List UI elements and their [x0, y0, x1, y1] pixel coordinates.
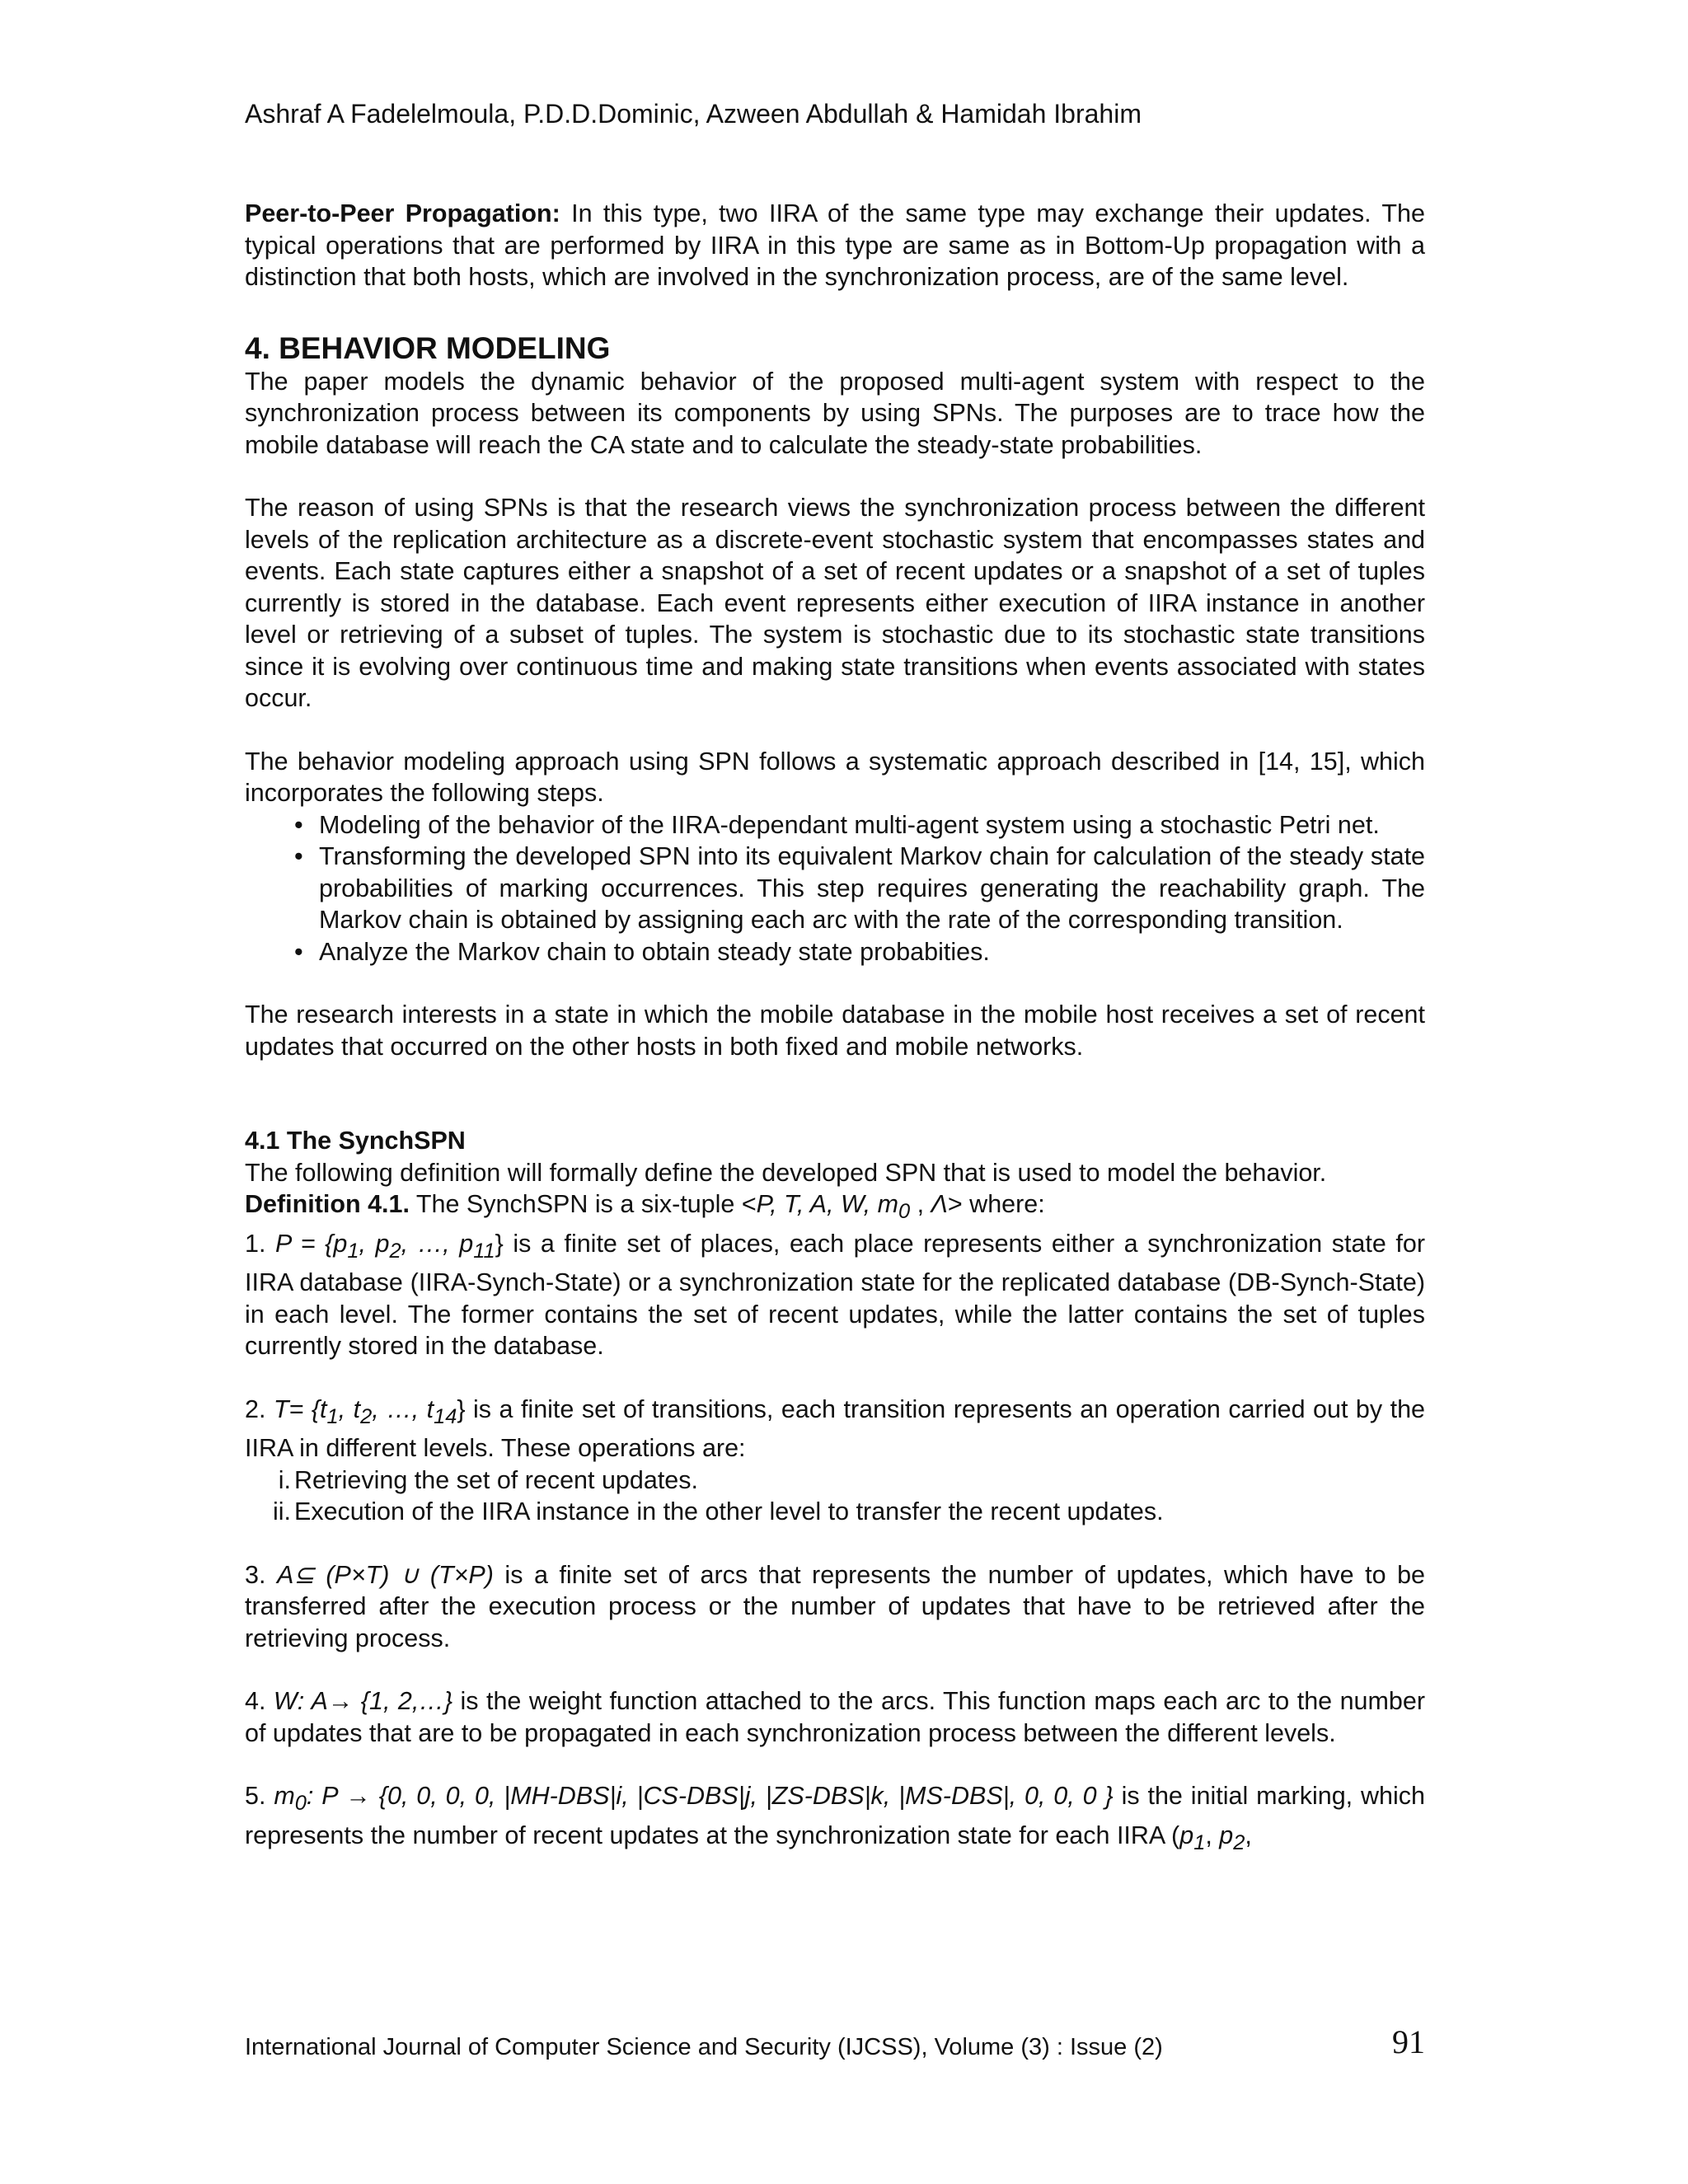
item-number: 3.	[245, 1560, 277, 1589]
peer-to-peer-text: In this type, two IIRA of the same type may exchange their updates. The typical operations that are performed by IIRA in this type are same as in Bottom-Up propagation with a distinction that both hosts, which are involved in the synchronization process, are of the same level.	[245, 199, 1425, 291]
formula: T= {t	[273, 1394, 327, 1423]
peer-to-peer-paragraph	[245, 198, 1425, 293]
subscript: 11	[473, 1239, 495, 1263]
item-number: 5.	[245, 1782, 274, 1811]
list-item	[245, 936, 1425, 968]
formula: ,	[1205, 1821, 1220, 1849]
item-text: is the initial marking, which represents the number of recent updates at the synchronization state for each IIRA (	[245, 1782, 1426, 1849]
subscript: 0	[898, 1200, 911, 1224]
formula: }	[495, 1229, 504, 1258]
item-number: i.	[278, 1465, 291, 1494]
definition-statement	[245, 1188, 1425, 1228]
formula: m	[274, 1782, 295, 1811]
formula: , …, p	[401, 1229, 474, 1258]
definition-comma: ,	[910, 1190, 931, 1218]
section-heading-behavior-modeling: 4. BEHAVIOR MODELING	[245, 330, 611, 365]
item-text: is a finite set of arcs that represents the number of updates, which have to be transferred after the execution process or the number of updates that have to be retrieved after the retrieving process.	[245, 1560, 1425, 1652]
formula: ,	[1245, 1821, 1252, 1849]
article-body	[245, 198, 1425, 1858]
formula: p	[1179, 1821, 1194, 1849]
item-text: is a finite set of transitions, each transition represents an operation carried out by the IIRA in different levels. These operations are:	[245, 1394, 1425, 1463]
footer-journal: International Journal of Computer Science and Security (IJCSS), Volume (3) : Issue (2)	[245, 2034, 1163, 2060]
definition-item-transitions	[245, 1394, 1425, 1465]
subsection-heading-synchspn: 4.1 The SynchSPN	[245, 1127, 466, 1155]
subscript: 14	[434, 1404, 457, 1428]
definition-item-places	[245, 1228, 1425, 1362]
formula: W: A→ {1, 2,…}	[273, 1687, 453, 1716]
item-number: 4.	[245, 1687, 274, 1716]
subscript: 1	[1193, 1830, 1206, 1854]
peer-to-peer-title: Peer-to-Peer Propagation:	[245, 199, 560, 227]
formula: , p	[359, 1229, 390, 1258]
formula: P = {p	[275, 1229, 348, 1258]
definition-item-arcs	[245, 1559, 1425, 1655]
paragraph-research-interests: The research interests in a state in which the mobile database in the mobile host receives a set of recent updates that occurred on the other hosts in both fixed and mobile networks.	[245, 1001, 1425, 1061]
subscript: 2	[1233, 1830, 1245, 1854]
subscript: 0	[294, 1792, 307, 1816]
paragraph-definition-intro: The following definition will formally define the developed SPN that is used to model the behavior.	[245, 1158, 1327, 1187]
bullet-icon: •	[294, 842, 303, 870]
paragraph-models: The paper models the dynamic behavior of the proposed multi-agent system with respect to the synchronization process between its components by using SPNs. The purposes are to trace how the mobile database will reach the CA state and to calculate the steady-state probabilities.	[245, 367, 1425, 459]
formula: , …, t	[372, 1394, 434, 1423]
item-number: 1.	[245, 1229, 276, 1258]
list-item-text: Retrieving the set of recent updates.	[294, 1465, 698, 1494]
formula: p	[1219, 1821, 1234, 1849]
running-head-authors: Ashraf A Fadelelmoula, P.D.D.Dominic, Azween Abdullah & Hamidah Ibrahim	[245, 99, 1142, 129]
subscript: 1	[326, 1404, 339, 1428]
paragraph-approach: The behavior modeling approach using SPN follows a systematic approach described in [14, 15], which incorporates the following steps.	[245, 747, 1425, 807]
list-item-text: Modeling of the behavior of the IIRA-dependant multi-agent system using a stochastic Petri net.	[319, 810, 1380, 839]
list-item	[245, 809, 1425, 841]
paragraph-reason: The reason of using SPNs is that the research views the synchronization process between the different levels of the replication architecture as a discrete-event stochastic system that encompasses states and events. Each state captures either a snapshot of a set of recent updates or a snapshot of a set of tuples currently is stored in the database. Each event represents either execution of IIRA instance in another level or retrieving of a subset of tuples. The system is stochastic due to its stochastic state transitions since it is evolving over continuous time and making state transitions when events associated with states occur.	[245, 494, 1425, 712]
item-text: is a finite set of places, each place represents either a synchronization state for IIRA database (IIRA-Synch-State) or a synchronization state for the replicated database (DB-Synch-State) in each level. The former contains the set of recent updates, while the latter contains the set of tuples currently stored in the database.	[245, 1229, 1426, 1361]
bullet-icon: •	[294, 937, 303, 966]
definition-item-initial-marking	[245, 1780, 1425, 1858]
formula: A⊆ (P×T) ∪ (T×P)	[276, 1560, 494, 1589]
definition-text: The SynchSPN is a six-tuple <	[409, 1190, 757, 1218]
item-number: 2.	[245, 1394, 274, 1423]
list-item-text: Transforming the developed SPN into its equivalent Markov chain for calculation of the steady state probabilities of marking occurrences. This step requires generating the reachability graph. The Markov chain is obtained by assigning each arc with the rate of the corresponding transition.	[319, 842, 1425, 934]
list-item-text: Analyze the Markov chain to obtain steady state probabities.	[319, 937, 990, 966]
list-item	[245, 1465, 1425, 1497]
formula: : P → {0, 0, 0, 0, |MH-DBS|i, |CS-DBS|j, |ZS-DBS|k, |MS-DBS|, 0, 0, 0 }	[306, 1782, 1114, 1811]
steps-list	[245, 809, 1425, 968]
subscript: 2	[389, 1239, 401, 1263]
definition-text-end: > where:	[947, 1190, 1045, 1218]
definition-tuple: P, T, A, W, m	[756, 1190, 898, 1218]
item-number: ii.	[272, 1497, 291, 1526]
item-text: is the weight function attached to the arcs. This function maps each arc to the number of updates that are to be propagated in each synchronization process between the different levels.	[245, 1687, 1425, 1747]
definition-item-weight	[245, 1685, 1425, 1749]
formula: , t	[338, 1394, 361, 1423]
operations-list	[245, 1465, 1425, 1528]
definition-label: Definition 4.1.	[245, 1190, 410, 1218]
formula: }	[457, 1394, 466, 1423]
list-item	[245, 1496, 1425, 1528]
page-number: 91	[1392, 2023, 1425, 2060]
bullet-icon: •	[294, 810, 303, 839]
subscript: 2	[360, 1404, 373, 1428]
list-item-text: Execution of the IIRA instance in the other level to transfer the recent updates.	[294, 1497, 1164, 1526]
list-item	[245, 841, 1425, 936]
lambda-symbol: Λ	[931, 1190, 948, 1218]
page-footer	[245, 2022, 1425, 2072]
subscript: 1	[347, 1239, 359, 1263]
